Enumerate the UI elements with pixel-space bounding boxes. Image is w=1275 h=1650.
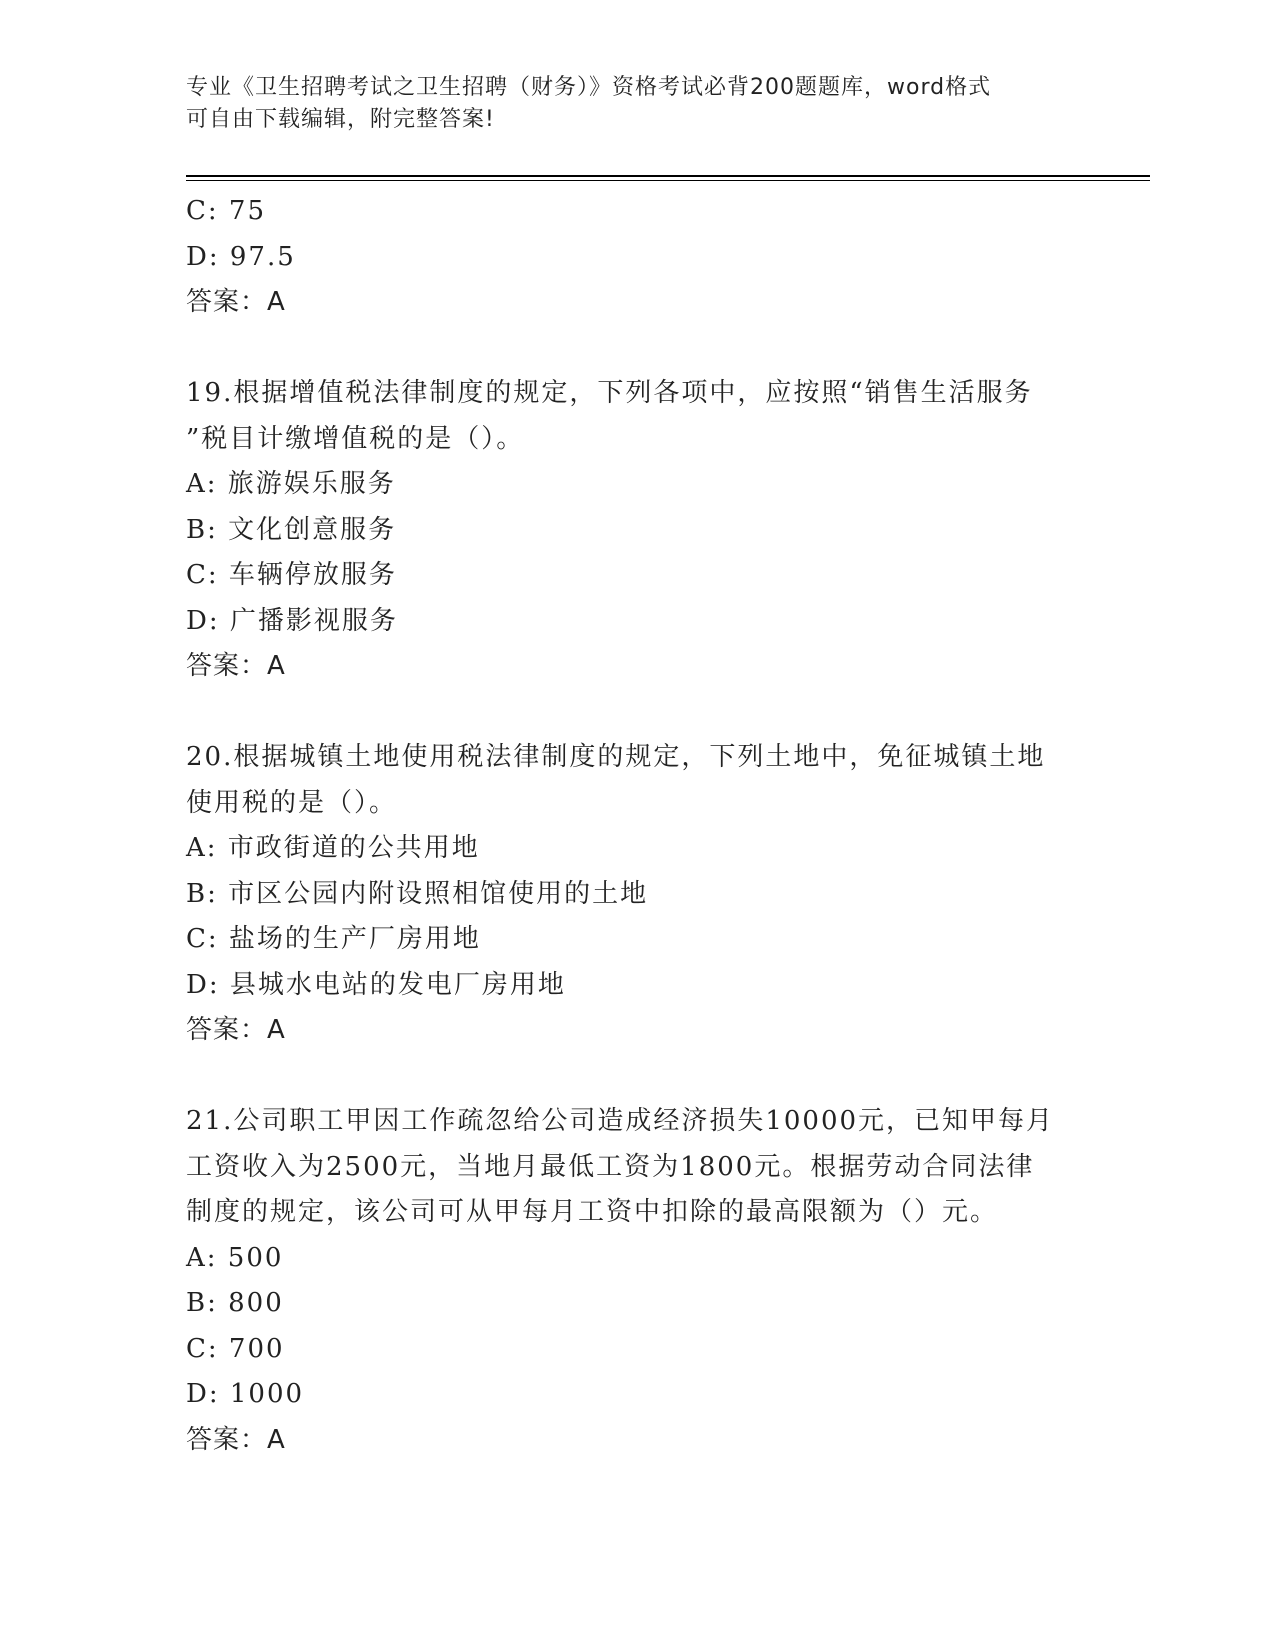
option-a: A: 500 bbox=[186, 1242, 284, 1273]
question-20 bbox=[186, 735, 1086, 1054]
question-content bbox=[186, 189, 1086, 1463]
header-rule-thin bbox=[186, 180, 1150, 181]
option-a: A: 旅游娱乐服务 bbox=[186, 469, 396, 499]
question-stem: 制度的规定，该公司可从甲每月工资中扣除的最高限额为（）元。 bbox=[186, 1197, 999, 1227]
option-b: B: 800 bbox=[186, 1288, 284, 1318]
option-d: D: 广播影视服务 bbox=[186, 605, 398, 636]
question-19 bbox=[186, 371, 1086, 690]
header-rule-thick bbox=[186, 175, 1150, 177]
option-c: C: 700 bbox=[186, 1333, 285, 1364]
option-c: C: 车辆停放服务 bbox=[186, 560, 397, 590]
option-c: C: 75 bbox=[186, 196, 267, 226]
question-stem: 19.根据增值税法律制度的规定，下列各项中，应按照“销售生活服务 bbox=[186, 378, 1033, 408]
option-d: D: 县城水电站的发电厂房用地 bbox=[186, 969, 566, 1000]
option-d: D: 97.5 bbox=[186, 241, 296, 272]
answer-line: 答案：A bbox=[186, 1015, 286, 1045]
spacer bbox=[186, 690, 1086, 736]
header-line-2: 可自由下载编辑，附完整答案! bbox=[186, 107, 495, 132]
option-c: C: 盐场的生产厂房用地 bbox=[186, 924, 481, 954]
document-header bbox=[186, 72, 1066, 136]
question-18-tail bbox=[186, 189, 1086, 326]
option-d: D: 1000 bbox=[186, 1379, 305, 1409]
answer-line: 答案：A bbox=[186, 287, 286, 317]
answer-line: 答案：A bbox=[186, 651, 286, 681]
header-line-1: 专业《卫生招聘考试之卫生招聘（财务）》资格考试必背200题题库，word格式 bbox=[186, 75, 992, 100]
spacer bbox=[186, 1054, 1086, 1100]
question-21 bbox=[186, 1099, 1086, 1463]
question-stem: 20.根据城镇土地使用税法律制度的规定，下列土地中，免征城镇土地 bbox=[186, 742, 1046, 772]
question-stem: ”税目计缴增值税的是（）。 bbox=[186, 423, 525, 454]
question-stem: 工资收入为2500元，当地月最低工资为1800元。根据劳动合同法律 bbox=[186, 1151, 1035, 1182]
option-a: A: 市政街道的公共用地 bbox=[186, 833, 480, 863]
question-stem: 21.公司职工甲因工作疏忽给公司造成经济损失10000元，已知甲每月 bbox=[186, 1106, 1055, 1136]
answer-line: 答案：A bbox=[186, 1424, 286, 1455]
question-stem: 使用税的是（）。 bbox=[186, 787, 398, 818]
spacer bbox=[186, 326, 1086, 372]
option-b: B: 市区公园内附设照相馆使用的土地 bbox=[186, 878, 649, 909]
option-b: B: 文化创意服务 bbox=[186, 514, 397, 545]
